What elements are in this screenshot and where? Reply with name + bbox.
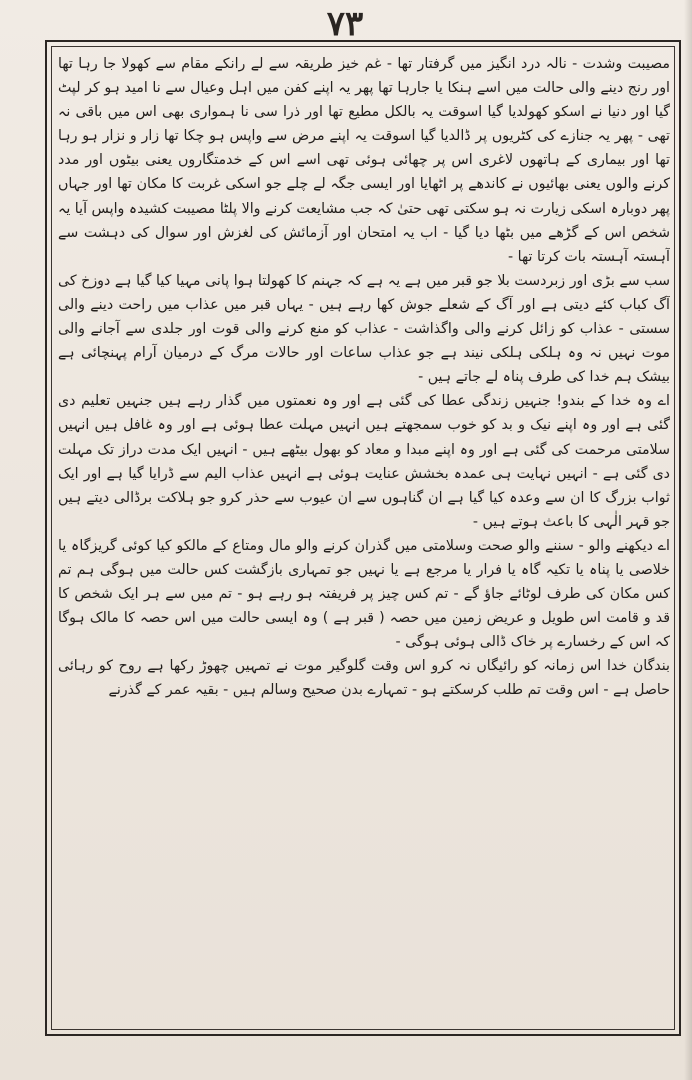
page-number: ۷۳ bbox=[326, 4, 364, 44]
paragraph-2: سب سے بڑی اور زبردست بلا جو قبر میں ہے یہ ہے کہ جہنم کا کھولتا ہوا پانی مہیا کیا گیا ہے دوزخ کی آگ کباب کئے دیتی ہے اور آگ کے شعلے جوش کھا رہے ہیں - یہاں قبر میں عذاب میں راحت دینے والی سستی - عذاب کو زائل کرنے والی واگذاشت - عذاب کو منع کرنے والی قوت اور جلدی سے آجانے والی موت نہیں نہ وہ ہلکی ہلکی نیند ہے جو عذاب ساعات اور حالات مرگ کے درمیان آرام پہنچائی ہے بیشک ہم خدا کی طرف پناہ لے جاتے ہیں - bbox=[58, 272, 670, 386]
paragraph-3: اے وہ خدا کے بندو! جنہیں زندگی عطا کی گئی ہے اور وہ نعمتوں میں گذار رہے ہیں جنہیں تعلیم دی گئی ہے اور وہ اپنے نیک و بد کو خوب سمجھتے ہیں انہیں مہلت عطا ہوئی ہے اور وہ غافل ہیں انہیں سلامتی مرحمت کی گئی ہے اور وہ اپنے مبدا و معاد کو بھول بیٹھے ہیں - انہیں ایک مدت دراز تک مہلت دی گئی ہے - انہیں نہایت ہی عمدہ بخشش عنایت ہوئی ہے انہیں عذاب الیم سے ڈرایا گیا ہے اور ایک ثواب بزرگ کا ان سے وعدہ کیا گیا ہے ان گناہوں سے ان عیوب سے حذر کرو جو ہلاکت برڈالی دیتے ہیں جو قہر الٰہی کا باعث ہوتے ہیں - bbox=[58, 393, 670, 530]
paragraph-1: مصیبت وشدت - نالہ درد انگیز میں گرفتار تھا - غم خیز طریقہ سے لے رانکے مقام سے کھولا جا رہا تھا اور رنج دینے والی حالت میں اسے ہنکا یا جارہا تھا پھر یہ اپنے کفن میں اہل وعیال سے نا امید ہو کر لپٹ گیا اور دنیا نے اسکو کھولدیا گیا اسوقت یہ بالکل مطیع تھا اور ذرا سی نا ہمواری بھی اس میں باقی نہ تھی - پھر یہ جنازے کی کٹریوں پر ڈالدیا گیا اسوقت یہ اپنے مرض سے واپس ہو چکا تھا زار و نزار ہو رہا تھا اور بیماری کے ہاتھوں لاغری اس پر چھائی ہوئی تھی اسے اس کے خدمتگاروں یعنی بیٹوں اور مدد کرنے والوں یعنی بھائیوں نے کاندھے پر اٹھایا اور ایسی جگہ لے چلے جو اسکی غربت کا مکان تھا اور جہاں پھر دوبارہ اسکی زیارت نہ ہو سکتی تھی حتیٰ کہ جب مشایعت کرنے والا پلٹا مصیبت کشیدہ واپس آیا یہ شخص اس کے گڑھے میں بٹھا دیا گیا - اب یہ امتحان اور آزمائش کی لغزش اور سوال کی دہشت سے آہستہ آہستہ بات کرتا تھا - bbox=[58, 56, 670, 265]
paragraph-4: اے دیکھنے والو - سننے والو صحت وسلامتی میں گذران کرنے والو مال ومتاع کے مالکو کیا کوئی گریزگاہ یا خلاصی یا پناہ یا تکیہ گاہ یا فرار یا مرجع ہے یا نہیں جو تمہاری بازگشت کس حالت میں ہوگی ہم تم کس مکان کی طرف لوٹائے جاؤ گے - تم کس چیز پر فریفتہ ہو رہے ہو - تم میں سے ہر ایک شخص کا قد و قامت اس طویل و عریض زمین میں حصہ ( قبر ہے ) وہ ایسی حالت میں اس حصہ کا مالک ہوگا کہ اس کے رخسارے پر خاک ڈالی ہوئی ہوگی - bbox=[58, 537, 670, 651]
page-edge-shadow bbox=[684, 0, 692, 1080]
body-text bbox=[58, 52, 670, 1022]
paragraph-5: بندگان خدا اس زمانہ کو رائیگاں نہ کرو اس وقت گلوگیر موت نے تمہیں چھوڑ رکھا ہے روح کو رہائی حاصل ہے - اس وقت تم طلب کرسکتے ہو - تمہارے بدن صحیح وسالم ہیں - بقیہ عمر کے گذرنے bbox=[58, 658, 670, 699]
